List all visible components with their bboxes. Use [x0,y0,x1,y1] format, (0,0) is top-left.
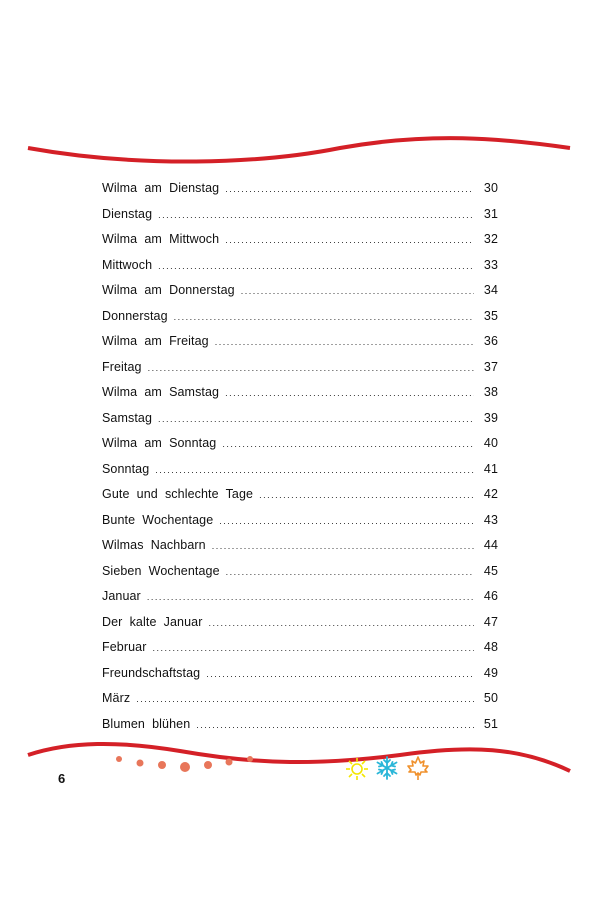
toc-dot-leader [225,184,474,194]
toc-entry-page: 35 [483,308,498,323]
toc-dot-leader [158,414,474,424]
toc-dot-leader [259,490,474,500]
toc-entry [102,538,498,564]
toc-entry [102,334,498,360]
toc-entry-page: 39 [483,410,498,425]
toc-entry-page: 31 [483,206,498,221]
page-number: 6 [58,771,66,786]
toc-entry [102,207,498,233]
toc-dot-leader [226,567,474,577]
toc-entry-page: 36 [483,334,498,348]
toc-entry [102,564,498,590]
toc-entry [102,360,498,386]
toc-entry-title: Wilma am Sonntag [102,436,217,450]
toc-dot-leader [241,286,474,296]
toc-entry-title: Wilma am Dienstag [102,181,220,195]
toc-entry-page: 37 [483,359,498,374]
toc-entry [102,309,498,335]
toc-entry [102,640,498,666]
toc-entry-title: Sonntag [102,461,150,476]
toc-entry-title: Freundschaftstag [102,665,201,680]
toc-entry-title: Freitag [102,359,142,374]
season-icons [340,754,440,784]
toc-dot-leader [155,465,474,475]
toc-entry [102,462,498,488]
toc-dot-leader [208,618,474,628]
toc-entry-page: 47 [483,614,498,629]
toc-entry-page: 34 [483,283,498,297]
toc-entry-title: Februar [102,640,147,654]
toc-dot-leader [225,388,474,398]
toc-entry-title: Mittwoch [102,257,153,272]
toc-entry [102,385,498,411]
toc-entry-title: Bunte Wochentage [102,512,214,527]
toc-entry [102,615,498,641]
toc-entry-title: Wilmas Nachbarn [102,538,206,552]
toc-entry-title: Wilma am Donnerstag [102,283,235,297]
toc-dot-leader [174,312,474,322]
toc-entry [102,181,498,207]
toc-entry-title: Blumen blühen [102,716,191,731]
snowflake-icon [378,757,397,779]
toc-entry-page: 38 [483,385,498,399]
toc-dot-leader [196,720,474,730]
toc-entry-title: März [102,691,131,705]
toc-entry-title: Wilma am Mittwoch [102,232,220,246]
toc-entry-page: 49 [483,665,498,680]
toc-dot-leader [158,210,474,220]
toc-entry-page: 41 [483,461,498,476]
toc-entry-page: 50 [483,691,498,705]
toc-entry [102,258,498,284]
toc-entry-title: Sieben Wochentage [102,563,220,578]
toc-entry-title: Dienstag [102,206,153,221]
toc-entry-title: Samstag [102,410,153,425]
toc-entry [102,589,498,615]
toc-entry [102,283,498,309]
toc-entry-page: 51 [483,716,498,731]
toc-dot-leader [206,669,474,679]
toc-dot-leader [222,439,474,449]
toc-entry-title: Wilma am Samstag [102,385,220,399]
toc-entry-title: Der kalte Januar [102,614,203,629]
toc-dot-leader [225,235,474,245]
toc-entry-page: 45 [483,563,498,578]
toc-entry [102,232,498,258]
toc-entry-title: Januar [102,589,141,603]
table-of-contents [102,181,498,742]
toc-entry-page: 32 [483,232,498,246]
toc-entry [102,691,498,717]
bottom-wave-decoration [0,735,600,795]
sun-icon [346,758,368,780]
toc-entry-page: 42 [483,487,498,501]
toc-entry-page: 48 [483,640,498,654]
toc-entry [102,666,498,692]
toc-entry-page: 30 [483,181,498,195]
toc-entry [102,487,498,513]
toc-entry-page: 33 [483,257,498,272]
toc-dot-leader [136,694,474,704]
top-wave-decoration [0,120,600,180]
toc-entry-page: 44 [483,538,498,552]
toc-dot-leader [219,516,474,526]
toc-entry-page: 46 [483,589,498,603]
toc-dot-leader [215,337,474,347]
toc-entry [102,411,498,437]
toc-entry [102,436,498,462]
toc-entry-page: 40 [483,436,498,450]
toc-dot-leader [158,261,474,271]
toc-dot-leader [152,643,474,653]
toc-entry-page: 43 [483,512,498,527]
toc-entry [102,513,498,539]
toc-dot-leader [148,363,474,373]
toc-entry-title: Donnerstag [102,308,168,323]
toc-dot-leader [147,592,474,602]
toc-entry-title: Gute und schlechte Tage [102,487,254,501]
maple-leaf-icon [408,757,428,780]
toc-dot-leader [212,541,474,551]
toc-entry-title: Wilma am Freitag [102,334,209,348]
